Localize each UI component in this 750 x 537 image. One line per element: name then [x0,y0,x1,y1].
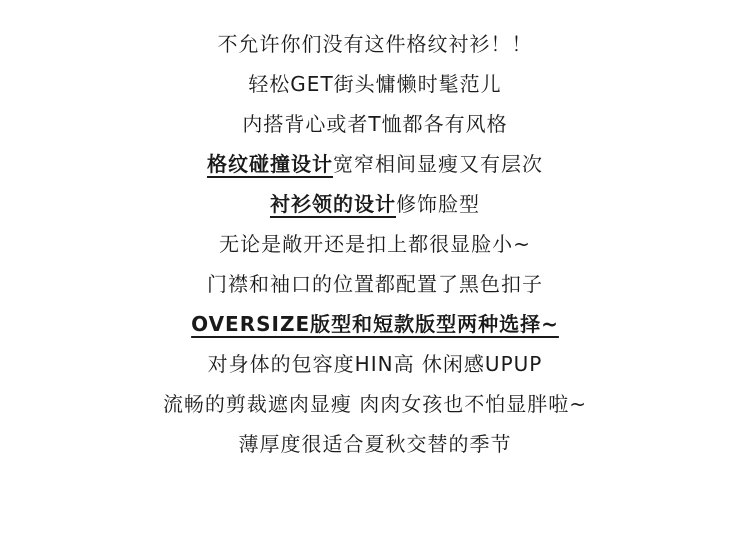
description-line-10 [0,384,750,424]
line-text: 流畅的剪裁遮肉显瘦 肉肉女孩也不怕显胖啦~ [162,392,588,416]
description-line-2 [0,64,750,104]
line-highlight: 格纹碰撞设计 [207,152,333,176]
description-line-6 [0,224,750,264]
line-highlight: OVERSIZE版型和短款版型两种选择~ [191,312,559,336]
description-line-11 [0,424,750,464]
line-text: 无论是敞开还是扣上都很显脸小~ [219,232,531,256]
description-line-7 [0,264,750,304]
line-text: 修饰脸型 [396,192,480,216]
line-highlight: 衬衫领的设计 [270,192,396,216]
description-line-5 [0,184,750,224]
description-line-8 [0,304,750,344]
description-line-4 [0,144,750,184]
line-text: 门襟和袖口的位置都配置了黑色扣子 [207,272,543,296]
line-text: 不允许你们没有这件格纹衬衫！！ [217,32,533,56]
line-text: 薄厚度很适合夏秋交替的季节 [238,432,512,456]
line-text: 轻松GET街头慵懒时髦范儿 [248,72,502,96]
line-text: 对身体的包容度HIN高 休闲感UPUP [207,352,543,376]
line-text: 内搭背心或者T恤都各有风格 [242,112,508,136]
line-text: 宽窄相间显瘦又有层次 [333,152,543,176]
description-line-1 [0,24,750,64]
description-line-3 [0,104,750,144]
description-line-9 [0,344,750,384]
